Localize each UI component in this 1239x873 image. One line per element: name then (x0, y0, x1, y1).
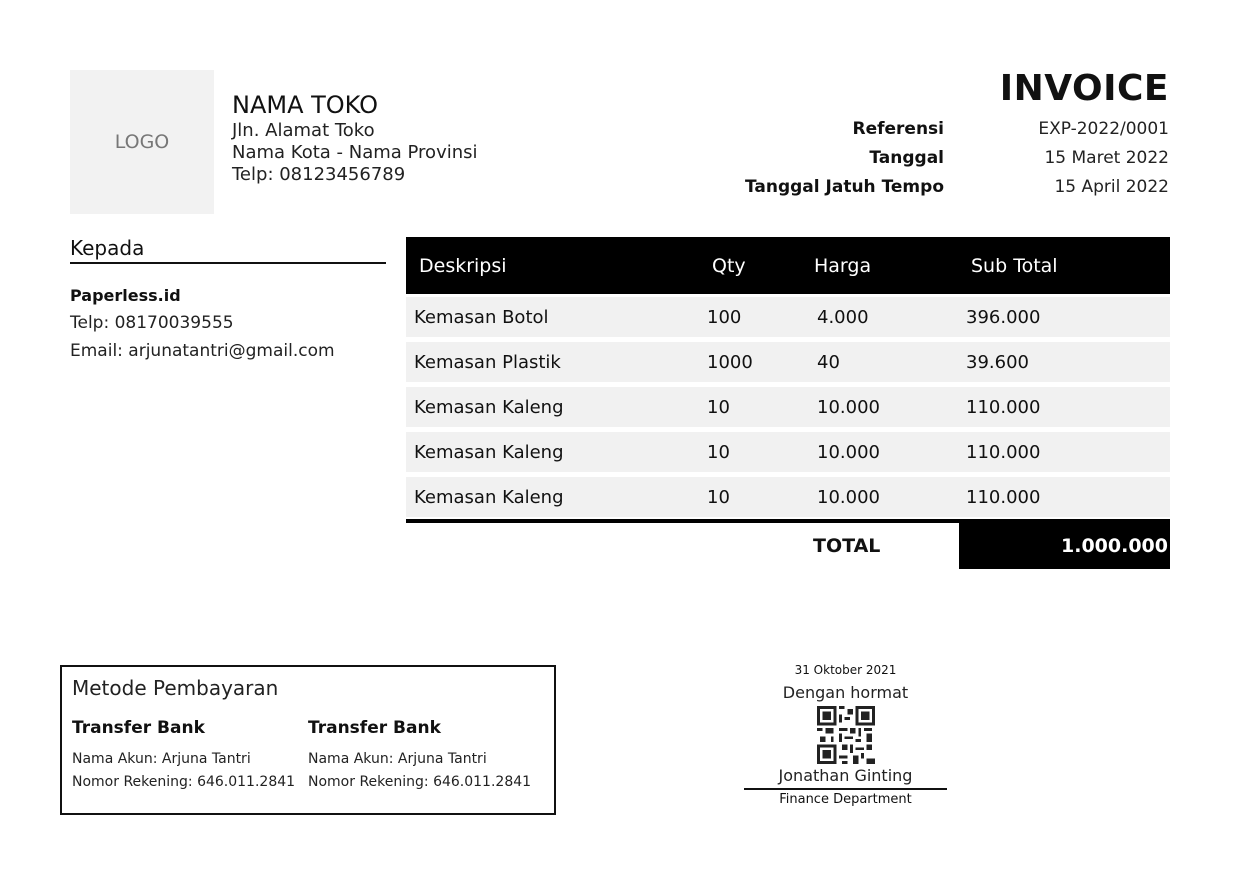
cell-subtotal: 110.000 (966, 441, 1041, 463)
payment-columns (72, 718, 544, 794)
cell-qty: 10 (707, 486, 730, 508)
cell-subtotal: 110.000 (966, 396, 1041, 418)
table-header (406, 237, 1170, 294)
meta-value: 15 April 2022 (1054, 176, 1169, 197)
column-header-description: Deskripsi (419, 254, 507, 277)
signature-date: 31 Oktober 2021 (794, 663, 897, 677)
signature-greeting: Dengan hormat (782, 683, 909, 702)
store-name: NAMA TOKO (232, 91, 378, 119)
cell-price: 10.000 (817, 486, 880, 508)
account-number: Nomor Rekening: 646.011.2841 (72, 774, 296, 790)
meta-label: Tanggal Jatuh Tempo (744, 176, 944, 197)
cell-description: Kemasan Botol (414, 306, 549, 328)
store-phone: Telp: 08123456789 (232, 164, 406, 185)
signature-department: Finance Department (779, 792, 912, 807)
cell-price: 10.000 (817, 396, 880, 418)
account-number: Nomor Rekening: 646.011.2841 (308, 774, 532, 790)
recipient-section (70, 236, 386, 362)
cell-price: 4.000 (817, 306, 869, 328)
table-row (406, 297, 1170, 337)
recipient-heading: Kepada (70, 236, 386, 264)
cell-subtotal: 396.000 (966, 306, 1041, 328)
cell-description: Kemasan Kaleng (414, 486, 564, 508)
table-row (406, 342, 1170, 382)
account-name: Nama Akun: Arjuna Tantri (72, 751, 251, 767)
signature-block (744, 660, 947, 807)
column-header-subtotal: Sub Total (971, 254, 1058, 277)
meta-label: Referensi (852, 118, 944, 139)
total-value: 1.000.000 (959, 523, 1170, 569)
cell-qty: 100 (707, 306, 742, 328)
items-table (406, 237, 1170, 569)
cell-qty: 10 (707, 441, 730, 463)
logo-text: LOGO (114, 131, 170, 153)
cell-subtotal: 110.000 (966, 486, 1041, 508)
table-body (406, 297, 1170, 517)
payment-method (72, 718, 308, 794)
invoice-title: INVOICE (999, 68, 1169, 109)
payment-methods-box (60, 665, 556, 815)
qr-code-icon (817, 706, 875, 764)
store-address: Jln. Alamat Toko (232, 120, 375, 141)
store-logo (70, 70, 214, 214)
cell-qty: 10 (707, 396, 730, 418)
cell-description: Kemasan Plastik (414, 351, 561, 373)
meta-value: EXP-2022/0001 (1038, 118, 1169, 139)
cell-subtotal: 39.600 (966, 351, 1029, 373)
meta-row-due-date (669, 172, 1169, 201)
account-name: Nama Akun: Arjuna Tantri (308, 751, 487, 767)
payment-title: Metode Pembayaran (72, 676, 279, 700)
recipient-email: Email: arjunatantri@gmail.com (70, 341, 335, 361)
total-label: TOTAL (813, 535, 881, 557)
table-row (406, 477, 1170, 517)
table-row (406, 432, 1170, 472)
cell-price: 10.000 (817, 441, 880, 463)
meta-value: 15 Maret 2022 (1044, 147, 1169, 168)
meta-row-date (669, 143, 1169, 172)
table-row (406, 387, 1170, 427)
column-header-price: Harga (814, 254, 872, 277)
payment-method (308, 718, 544, 794)
meta-row-reference (669, 114, 1169, 143)
signature-name: Jonathan Ginting (744, 766, 947, 790)
total-row (406, 523, 1170, 569)
store-city: Nama Kota - Nama Provinsi (232, 142, 478, 163)
store-info (232, 90, 478, 186)
invoice-meta (669, 114, 1169, 201)
recipient-name: Paperless.id (70, 286, 181, 305)
cell-description: Kemasan Kaleng (414, 396, 564, 418)
column-header-qty: Qty (712, 254, 746, 277)
meta-label: Tanggal (869, 147, 944, 168)
payment-method-heading: Transfer Bank (72, 718, 205, 738)
recipient-phone: Telp: 08170039555 (70, 313, 234, 333)
cell-qty: 1000 (707, 351, 753, 373)
payment-method-heading: Transfer Bank (308, 718, 441, 738)
cell-price: 40 (817, 351, 840, 373)
cell-description: Kemasan Kaleng (414, 441, 564, 463)
